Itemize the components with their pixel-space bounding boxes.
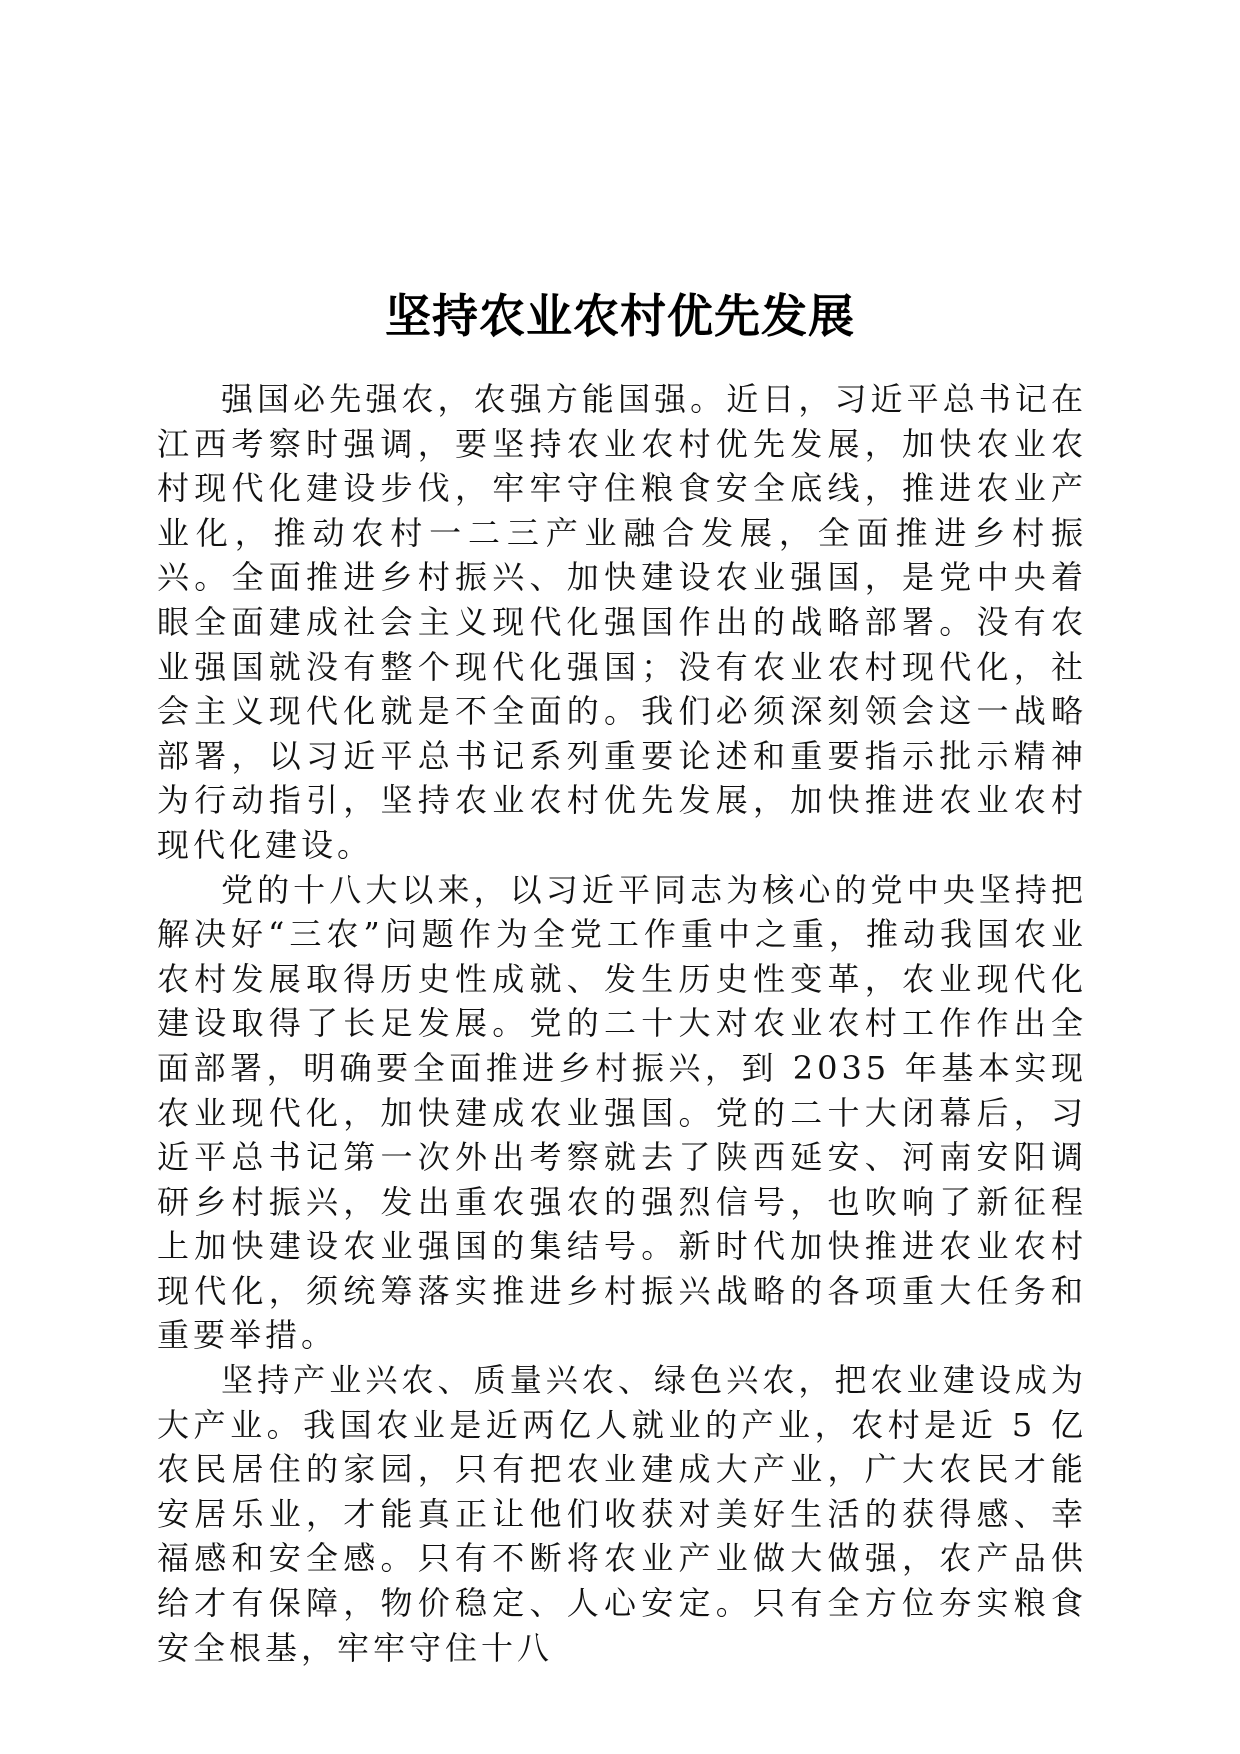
paragraph-3: 坚持产业兴农、质量兴农、绿色兴农，把农业建设成为大产业。我国农业是近两亿人就业的产业，农村是近 5 亿农民居住的家园，只有把农业建成大产业，广大农民才能安居乐业，才能真正让他们收获对美好生活的获得感、幸福感和安全感。只有不断将农业产业做大做强，农产品供给才有保障，物价稳定、人心安定。只有全方位夯实粮食安全根基，牢牢守住十八 bbox=[157, 1361, 1087, 1667]
paragraph-1: 强国必先强农，农强方能国强。近日，习近平总书记在江西考察时强调，要坚持农业农村优先发展，加快农业农村现代化建设步伐，牢牢守住粮食安全底线，推进农业产业化，推动农村一二三产业融合发展，全面推进乡村振兴。全面推进乡村振兴、加快建设农业强国，是党中央着眼全面建成社会主义现代化强国作出的战略部署。没有农业强国就没有整个现代化强国；没有农业农村现代化，社会主义现代化就是不全面的。我们必须深刻领会这一战略部署，以习近平总书记系列重要论述和重要指示批示精神为行动指引，坚持农业农村优先发展，加快推进农业农村现代化建设。 bbox=[157, 380, 1087, 864]
document-body bbox=[157, 377, 1087, 1670]
document-title: 坚持农业农村优先发展 bbox=[385, 288, 855, 343]
paragraph-2: 党的十八大以来，以习近平同志为核心的党中央坚持把解决好“三农”问题作为全党工作重中之重，推动我国农业农村发展取得历史性成就、发生历史性变革，农业现代化建设取得了长足发展。党的二十大对农业农村工作作出全面部署，明确要全面推进乡村振兴，到 2035 年基本实现农业现代化，加快建成农业强国。党的二十大闭幕后，习近平总书记第一次外出考察就去了陕西延安、河南安阳调研乡村振兴，发出重农强农的强烈信号，也吹响了新征程上加快建设农业强国的集结号。新时代加快推进农业农村现代化，须统筹落实推进乡村振兴战略的各项重大任务和重要举措。 bbox=[157, 870, 1087, 1355]
